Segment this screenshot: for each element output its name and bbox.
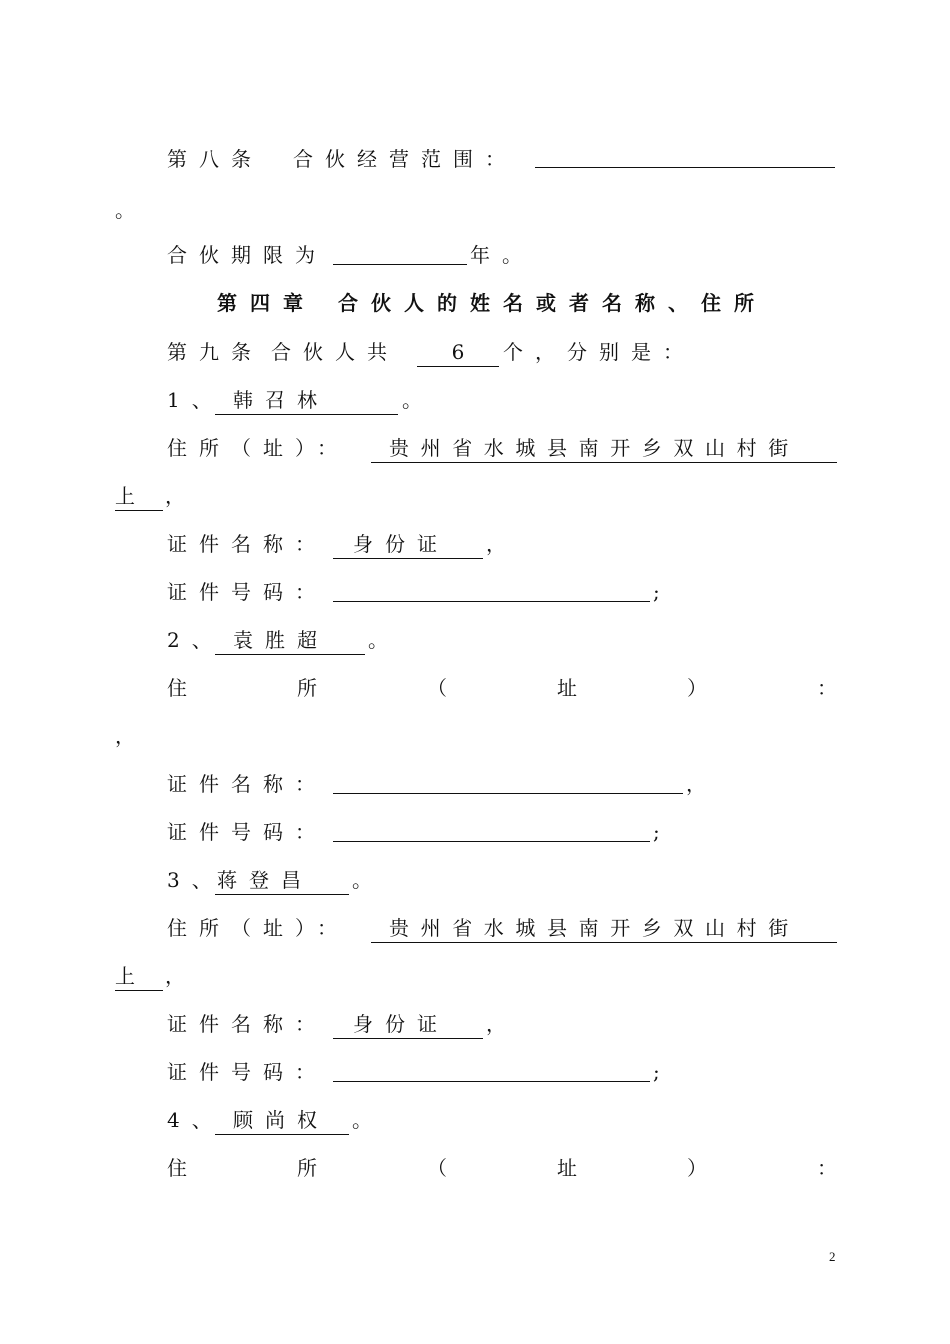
partner2-address-comma: ， bbox=[115, 724, 147, 748]
partner3-address: 贵州省水城县南开乡双山村街 bbox=[371, 916, 837, 943]
partner4-name: 顾尚权 bbox=[215, 1108, 349, 1135]
partner2-period: 。 bbox=[368, 628, 400, 652]
partner1-address-comma: ， bbox=[165, 484, 197, 508]
partner4-index: 4、 bbox=[167, 1108, 224, 1132]
partner2-name: 袁胜超 bbox=[215, 628, 365, 655]
partner3-index: 3、 bbox=[167, 868, 224, 892]
partner3-id-type: 身份证 bbox=[333, 1012, 483, 1039]
partner1-idname-comma: ， bbox=[486, 532, 518, 556]
partner2-idnum-blank bbox=[333, 841, 650, 842]
term-blank bbox=[333, 264, 467, 265]
partner3-address-label: 住所（址）： bbox=[167, 916, 349, 940]
article9-after: 个，分别是： bbox=[503, 340, 695, 364]
partner3-address-comma: ， bbox=[165, 964, 197, 988]
partner1-name: 韩召林 bbox=[215, 388, 398, 415]
partner1-period: 。 bbox=[402, 388, 434, 412]
term-label: 合伙期限为 bbox=[167, 243, 327, 267]
partner2-address-label: 住 所 （ 址 ） ： bbox=[167, 676, 837, 700]
chapter-title: 合伙人的姓名或者名称、住所 bbox=[338, 291, 767, 315]
scope-label: 合伙经营范围： bbox=[293, 147, 517, 171]
partner2-idnum-label: 证件号码： bbox=[167, 820, 327, 844]
article8-label: 第八条 合伙经营范围： bbox=[167, 147, 517, 171]
partner3-name: 蒋登昌 bbox=[215, 868, 349, 895]
scope-blank bbox=[535, 167, 835, 168]
partner2-idnum-semicolon: ; bbox=[653, 820, 672, 844]
partner2-idname-blank bbox=[333, 793, 683, 794]
partner-count: 6 bbox=[417, 340, 499, 367]
partner1-idnum-label: 证件号码： bbox=[167, 580, 327, 604]
partner2-idname-label: 证件名称： bbox=[167, 772, 327, 796]
scope-period: 。 bbox=[115, 198, 147, 222]
partner4-period: 。 bbox=[352, 1108, 384, 1132]
partner3-idnum-blank bbox=[333, 1081, 650, 1082]
partner3-idname-comma: ， bbox=[486, 1012, 518, 1036]
partner3-idname-label: 证件名称： bbox=[167, 1012, 327, 1036]
partner2-index: 2、 bbox=[167, 628, 224, 652]
chapter-heading bbox=[217, 291, 767, 315]
partner3-address-cont: 上 bbox=[115, 964, 163, 991]
partner1-index: 1、 bbox=[167, 388, 224, 412]
partner3-idnum-semicolon: ; bbox=[653, 1060, 672, 1084]
article9-line: 第九条 合伙人共 bbox=[167, 340, 399, 364]
chapter-number: 第四章 bbox=[217, 291, 316, 315]
partner2-idname-comma: ， bbox=[686, 772, 718, 796]
partner1-idnum-semicolon: ; bbox=[653, 580, 672, 604]
partner1-id-type: 身份证 bbox=[333, 532, 483, 559]
partner3-period: 。 bbox=[352, 868, 384, 892]
partner1-address-label: 住所（址）： bbox=[167, 436, 349, 460]
partner1-idnum-blank bbox=[333, 601, 650, 602]
partner1-address-cont: 上 bbox=[115, 484, 163, 511]
term-unit: 年。 bbox=[470, 243, 534, 267]
partner4-address-label: 住 所 （ 址 ） ： bbox=[167, 1156, 837, 1180]
partner1-idname-label: 证件名称： bbox=[167, 532, 327, 556]
partner1-address: 贵州省水城县南开乡双山村街 bbox=[371, 436, 837, 463]
partner3-idnum-label: 证件号码： bbox=[167, 1060, 327, 1084]
page-number: 2 bbox=[829, 1249, 836, 1264]
